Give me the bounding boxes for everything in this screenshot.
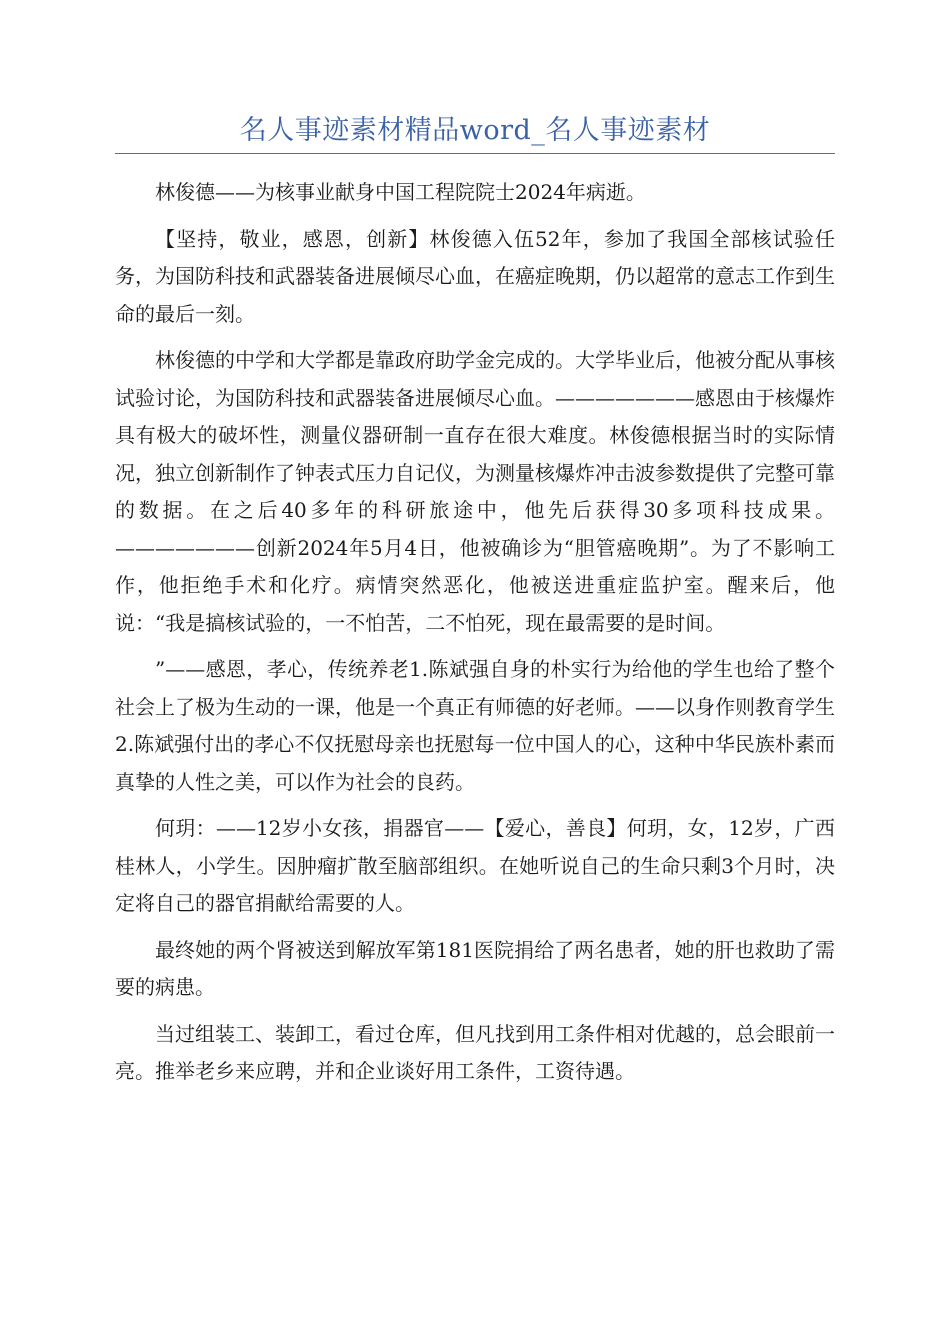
title-underline [115,153,835,154]
paragraph: 最终她的两个肾被送到解放军第181医院捐给了两名患者，她的肝也救助了需要的病患。 [115,937,835,999]
paragraph: 当过组装工、装卸工，看过仓库，但凡找到用工条件相对优越的，总会眼前一亮。推举老乡来应聘，并和企业谈好用工条件，工资待遇。 [115,1021,835,1083]
paragraph: 林俊德——为核事业献身中国工程院院士2024年病逝。 [155,180,646,204]
document-body [115,174,835,1100]
paragraph: 何玥：——12岁小女孩，捐器官——【爱心，善良】何玥，女，12岁，广西桂林人，小学生。因肿瘤扩散至脑部组织。在她听说自己的生命只剩3个月时，决定将自己的器官捐献给需要的人。 [115,816,835,915]
paragraph: 林俊德的中学和大学都是靠政府助学金完成的。大学毕业后，他被分配从事核试验讨论，为国防科技和武器装备进展倾尽心血。———————感恩由于核爆炸具有极大的破坏性，测量仪器研制一直存在很大难度。林俊德根据当时的实际情况，独立创新制作了钟表式压力自记仪，为测量核爆炸冲击波参数提供了完整可靠的数据。在之后40多年的科研旅途中，他先后获得30多项科技成果。———————创新2024年5月4日，他被确诊为“胆管癌晚期”。为了不影响工作，他拒绝手术和化疗。病情突然恶化，他被送进重症监护室。醒来后，他说：“我是搞核试验的，一不怕苦，二不怕死，现在最需要的是时间。 [115,348,835,635]
document-title: 名人事迹素材精品word_名人事迹素材 [239,115,711,146]
paragraph: 【坚持，敬业，感恩，创新】林俊德入伍52年，参加了我国全部核试验任务，为国防科技和武器装备进展倾尽心血，在癌症晚期，仍以超常的意志工作到生命的最后一刻。 [115,226,835,326]
paragraph: ”——感恩，孝心，传统养老1.陈斌强自身的朴实行为给他的学生也给了整个社会上了极为生动的一课，他是一个真正有师德的好老师。——以身作则教育学生2.陈斌强付出的孝心不仅抚慰母亲也抚慰每一位中国人的心，这种中华民族朴素而真挚的人性之美，可以作为社会的良药。 [115,657,835,794]
